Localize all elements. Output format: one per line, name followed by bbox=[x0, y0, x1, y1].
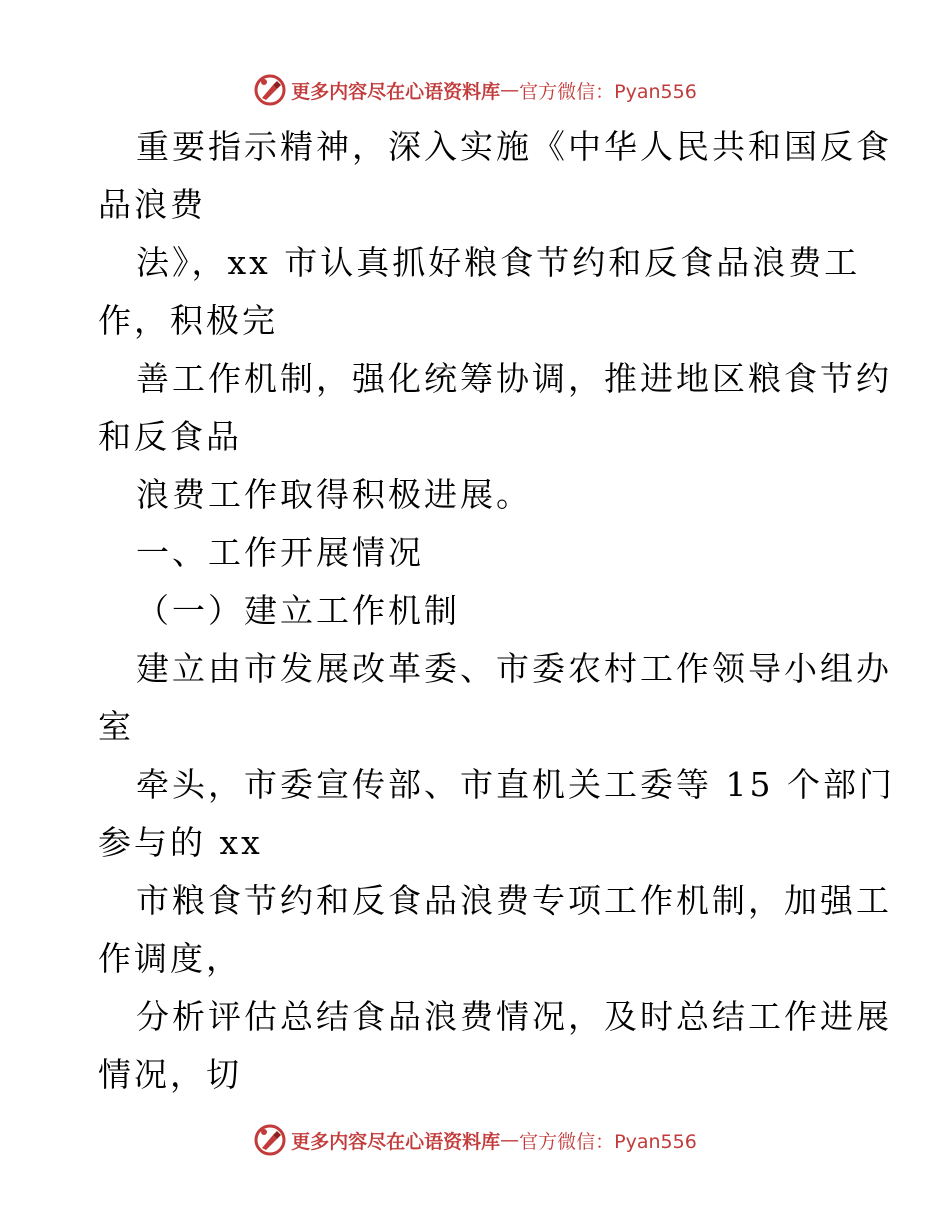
banner-wechat-text: 官方微信：Pyan556 bbox=[519, 1130, 697, 1153]
text-line: 建立由市发展改革委、市委农村工作领导小组办 bbox=[136, 649, 892, 688]
subsection-heading: （一）建立工作机制 bbox=[136, 591, 460, 630]
text-line: 品浪费 bbox=[98, 185, 206, 224]
document-body bbox=[98, 118, 895, 1104]
footer-watermark-banner bbox=[0, 1118, 950, 1162]
banner-brand-text: 更多内容尽在心语资料库 bbox=[291, 1130, 501, 1153]
text-line: 作，积极完 bbox=[98, 301, 278, 340]
banner-dash: — bbox=[500, 1129, 520, 1151]
pen-in-circle-icon bbox=[253, 1123, 287, 1157]
text-line: 市粮食节约和反食品浪费专项工作机制，加强工 bbox=[136, 881, 892, 920]
header-watermark-banner bbox=[0, 68, 950, 112]
section-heading: 一、工作开展情况 bbox=[136, 533, 424, 572]
text-line: 重要指示精神，深入实施《中华人民共和国反食 bbox=[136, 127, 892, 166]
text-line: 分析评估总结食品浪费情况，及时总结工作进展 bbox=[136, 997, 892, 1036]
text-line: 善工作机制，强化统筹协调，推进地区粮食节约 bbox=[136, 359, 892, 398]
banner-dash: — bbox=[500, 79, 520, 101]
pen-in-circle-icon bbox=[253, 73, 287, 107]
banner-wechat-text: 官方微信：Pyan556 bbox=[519, 80, 697, 103]
text-line: 浪费工作取得积极进展。 bbox=[136, 475, 532, 514]
text-line: 情况，切 bbox=[98, 1055, 242, 1094]
text-line: 法》，xx 市认真抓好粮食节约和反食品浪费工 bbox=[136, 243, 861, 282]
text-line: 和反食品 bbox=[98, 417, 242, 456]
text-line: 室 bbox=[98, 707, 134, 746]
text-line: 牵头，市委宣传部、市直机关工委等 15 个部门 bbox=[136, 765, 895, 804]
text-line: 参与的 xx bbox=[98, 823, 263, 862]
text-line: 作调度， bbox=[98, 939, 242, 978]
banner-brand-text: 更多内容尽在心语资料库 bbox=[291, 80, 501, 103]
